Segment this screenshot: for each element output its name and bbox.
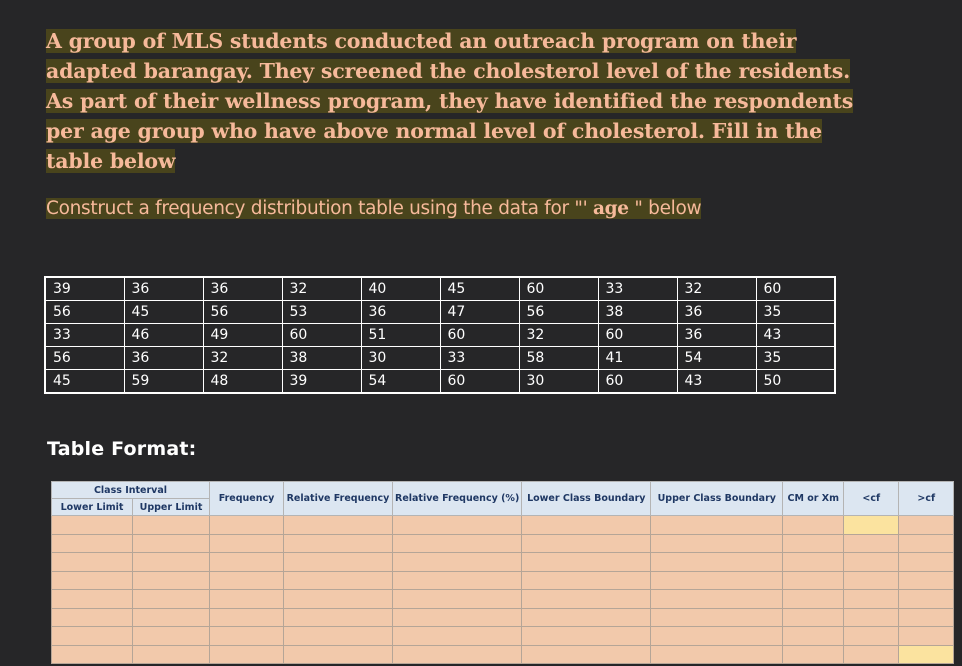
- empty-cell: [210, 571, 284, 590]
- empty-cell: [393, 553, 522, 572]
- age-value-cell: 32: [282, 277, 361, 301]
- empty-cell: [52, 571, 133, 590]
- age-value-cell: 49: [203, 324, 282, 347]
- empty-cell: [210, 553, 284, 572]
- empty-cell: [522, 534, 651, 553]
- empty-cell: [783, 590, 844, 609]
- empty-cell: [133, 645, 210, 664]
- empty-table-row: [52, 645, 954, 664]
- empty-cell: [899, 571, 954, 590]
- class-mark-header: CM or Xm: [783, 482, 844, 516]
- empty-cell: [393, 516, 522, 535]
- frequency-header: Frequency: [210, 482, 284, 516]
- instruction-emphasis: age: [592, 198, 629, 219]
- lower-class-boundary-header: Lower Class Boundary: [522, 482, 651, 516]
- age-value-cell: 56: [203, 301, 282, 324]
- data-row: [45, 347, 835, 370]
- age-value-cell: 60: [598, 324, 677, 347]
- empty-cell: [393, 590, 522, 609]
- empty-cell: [899, 553, 954, 572]
- empty-cell: [393, 645, 522, 664]
- empty-cell: [844, 534, 899, 553]
- empty-cell: [210, 516, 284, 535]
- empty-cell: [52, 645, 133, 664]
- empty-cell: [210, 534, 284, 553]
- age-value-cell: 32: [203, 347, 282, 370]
- age-value-cell: 43: [677, 370, 756, 394]
- age-value-cell: 45: [124, 301, 203, 324]
- empty-cell: [52, 516, 133, 535]
- age-value-cell: 54: [361, 370, 440, 394]
- empty-cell: [783, 627, 844, 646]
- empty-cell: [522, 516, 651, 535]
- age-value-cell: 59: [124, 370, 203, 394]
- age-value-cell: 38: [282, 347, 361, 370]
- problem-statement: [46, 26, 856, 176]
- age-value-cell: 60: [440, 370, 519, 394]
- empty-cell: [522, 608, 651, 627]
- empty-cell: [284, 608, 393, 627]
- instruction-line: [46, 195, 701, 223]
- empty-cell: [522, 571, 651, 590]
- empty-cell: [783, 516, 844, 535]
- age-value-cell: 36: [677, 301, 756, 324]
- age-value-cell: 47: [440, 301, 519, 324]
- empty-cell: [284, 516, 393, 535]
- empty-cell: [133, 516, 210, 535]
- empty-cell: [52, 534, 133, 553]
- age-value-cell: 33: [440, 347, 519, 370]
- empty-cell: [783, 534, 844, 553]
- age-value-cell: 43: [756, 324, 835, 347]
- empty-cell: [899, 590, 954, 609]
- data-row: [45, 277, 835, 301]
- empty-cell: [651, 627, 783, 646]
- empty-cell: [133, 627, 210, 646]
- age-value-cell: 36: [677, 324, 756, 347]
- instruction-text-before: Construct a frequency distribution table using the data for "': [46, 198, 593, 219]
- instruction-text-after: " below: [628, 198, 702, 219]
- instruction-highlight: [46, 198, 701, 219]
- empty-cell: [52, 590, 133, 609]
- age-value-cell: 60: [756, 277, 835, 301]
- age-value-cell: 33: [598, 277, 677, 301]
- empty-cell: [133, 590, 210, 609]
- age-value-cell: 33: [45, 324, 124, 347]
- empty-cell: [651, 516, 783, 535]
- problem-statement-text: A group of MLS students conducted an outreach program on their adapted barangay. They screened the cholesterol level of the residents. As part of their wellness program, they have identified the respondents per age group who have above normal level of cholesterol. Fill in the table below: [46, 29, 854, 173]
- age-value-cell: 45: [45, 370, 124, 394]
- data-row: [45, 370, 835, 394]
- empty-cell: [899, 627, 954, 646]
- empty-cell: [210, 608, 284, 627]
- age-value-cell: 30: [519, 370, 598, 394]
- age-value-cell: 53: [282, 301, 361, 324]
- age-value-cell: 39: [45, 277, 124, 301]
- empty-table-row: [52, 571, 954, 590]
- empty-cell: [284, 571, 393, 590]
- age-value-cell: 58: [519, 347, 598, 370]
- age-value-cell: 46: [124, 324, 203, 347]
- age-data-table: [44, 276, 836, 394]
- age-value-cell: 56: [45, 301, 124, 324]
- empty-cell: [284, 627, 393, 646]
- age-value-cell: 54: [677, 347, 756, 370]
- empty-table-row: [52, 627, 954, 646]
- empty-cell: [844, 590, 899, 609]
- age-value-cell: 30: [361, 347, 440, 370]
- table-format-label: Table Format:: [47, 438, 197, 460]
- empty-cell: [844, 645, 899, 664]
- empty-cell: [651, 553, 783, 572]
- empty-cell: [899, 608, 954, 627]
- age-value-cell: 41: [598, 347, 677, 370]
- data-row: [45, 324, 835, 347]
- class-interval-header: Class Interval: [52, 482, 210, 499]
- empty-cell: [844, 608, 899, 627]
- empty-cell: [284, 534, 393, 553]
- age-value-cell: 60: [282, 324, 361, 347]
- frequency-table-template: [51, 481, 954, 664]
- empty-table-row: [52, 590, 954, 609]
- age-value-cell: 35: [756, 301, 835, 324]
- less-than-cf-header: <cf: [844, 482, 899, 516]
- data-row: [45, 301, 835, 324]
- empty-cell: [899, 645, 954, 664]
- age-value-cell: 32: [519, 324, 598, 347]
- age-value-cell: 56: [45, 347, 124, 370]
- greater-than-cf-header: >cf: [899, 482, 954, 516]
- empty-cell: [52, 553, 133, 572]
- age-value-cell: 35: [756, 347, 835, 370]
- lower-limit-header: Lower Limit: [52, 499, 133, 516]
- empty-cell: [133, 534, 210, 553]
- empty-cell: [651, 608, 783, 627]
- empty-cell: [52, 608, 133, 627]
- empty-cell: [899, 516, 954, 535]
- empty-cell: [651, 645, 783, 664]
- age-value-cell: 60: [598, 370, 677, 394]
- relative-frequency-percent-header: Relative Frequency (%): [393, 482, 522, 516]
- empty-cell: [133, 608, 210, 627]
- empty-cell: [844, 627, 899, 646]
- empty-cell: [844, 516, 899, 535]
- empty-cell: [899, 534, 954, 553]
- age-value-cell: 36: [124, 347, 203, 370]
- age-value-cell: 56: [519, 301, 598, 324]
- empty-cell: [522, 553, 651, 572]
- empty-cell: [210, 590, 284, 609]
- empty-cell: [651, 571, 783, 590]
- empty-cell: [210, 627, 284, 646]
- age-value-cell: 39: [282, 370, 361, 394]
- relative-frequency-header: Relative Frequency: [284, 482, 393, 516]
- age-value-cell: 36: [203, 277, 282, 301]
- age-value-cell: 51: [361, 324, 440, 347]
- empty-cell: [284, 645, 393, 664]
- empty-cell: [393, 608, 522, 627]
- empty-cell: [393, 571, 522, 590]
- empty-cell: [284, 553, 393, 572]
- age-value-cell: 36: [124, 277, 203, 301]
- empty-table-row: [52, 516, 954, 535]
- age-value-cell: 48: [203, 370, 282, 394]
- upper-limit-header: Upper Limit: [133, 499, 210, 516]
- empty-cell: [133, 571, 210, 590]
- age-value-cell: 32: [677, 277, 756, 301]
- empty-cell: [393, 627, 522, 646]
- empty-table-row: [52, 608, 954, 627]
- age-value-cell: 50: [756, 370, 835, 394]
- empty-cell: [783, 571, 844, 590]
- empty-cell: [783, 645, 844, 664]
- empty-cell: [783, 553, 844, 572]
- empty-cell: [133, 553, 210, 572]
- empty-cell: [783, 608, 844, 627]
- empty-cell: [522, 590, 651, 609]
- age-value-cell: 38: [598, 301, 677, 324]
- empty-cell: [651, 590, 783, 609]
- empty-cell: [284, 590, 393, 609]
- upper-class-boundary-header: Upper Class Boundary: [651, 482, 783, 516]
- age-value-cell: 40: [361, 277, 440, 301]
- empty-cell: [52, 627, 133, 646]
- age-value-cell: 45: [440, 277, 519, 301]
- empty-cell: [393, 534, 522, 553]
- empty-cell: [844, 571, 899, 590]
- empty-table-row: [52, 553, 954, 572]
- empty-cell: [844, 553, 899, 572]
- empty-cell: [651, 534, 783, 553]
- empty-cell: [522, 627, 651, 646]
- age-value-cell: 60: [519, 277, 598, 301]
- age-value-cell: 36: [361, 301, 440, 324]
- empty-cell: [210, 645, 284, 664]
- age-value-cell: 60: [440, 324, 519, 347]
- empty-cell: [522, 645, 651, 664]
- empty-table-row: [52, 534, 954, 553]
